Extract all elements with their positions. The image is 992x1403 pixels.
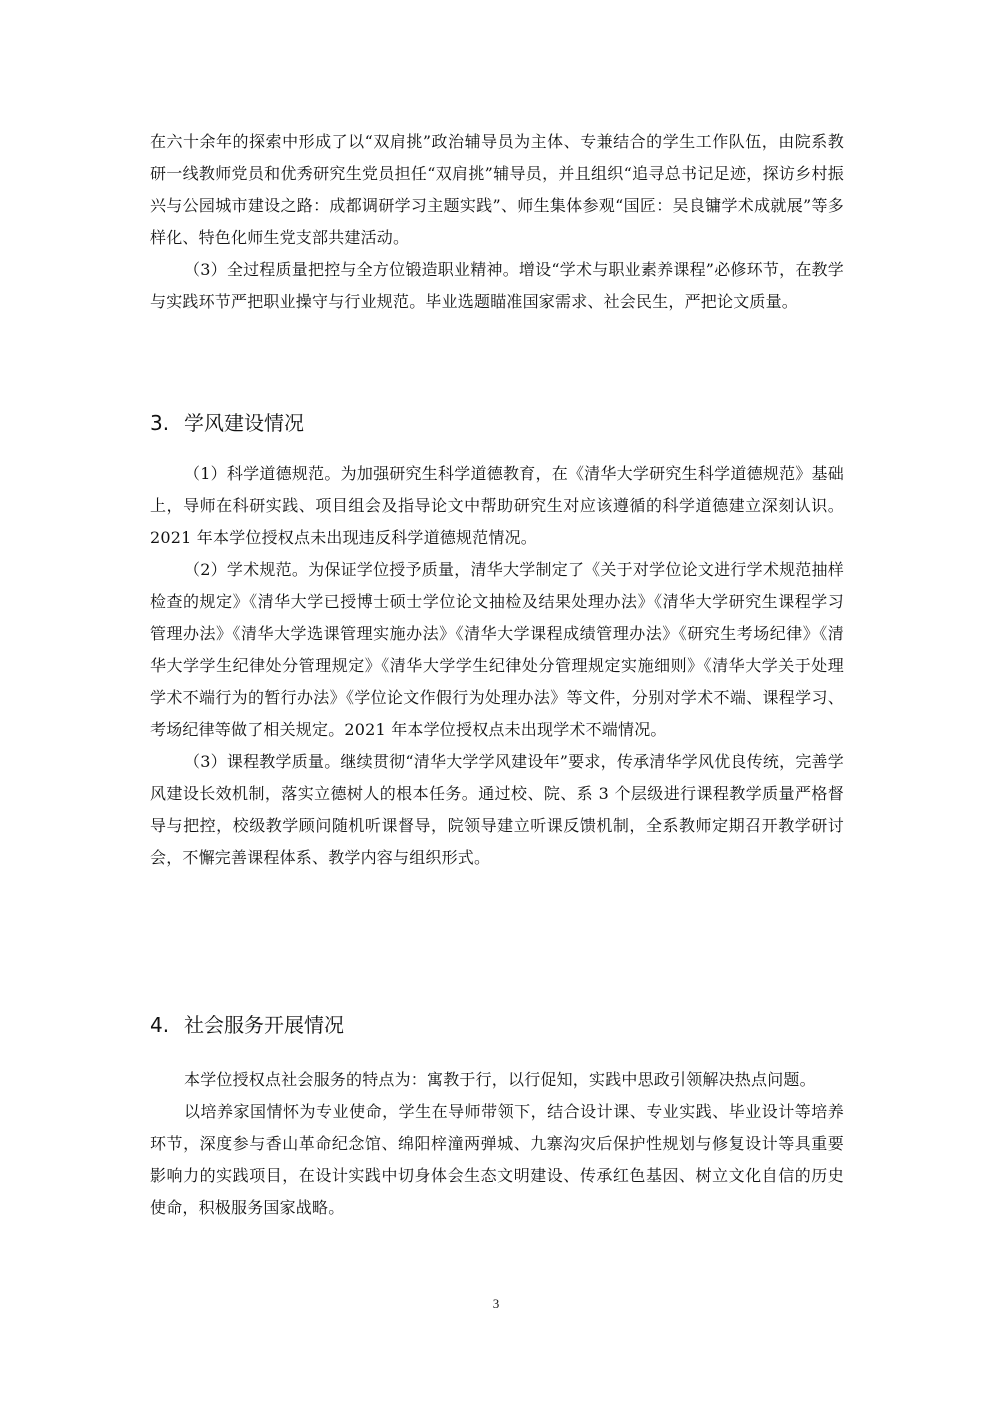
section-3-heading — [150, 408, 304, 438]
paragraph-scientific-ethics: （1）科学道德规范。为加强研究生科学道德教育，在《清华大学研究生科学道德规范》基础上，导师在科研实践、项目组会及指导论文中帮助研究生对应该遵循的科学道德建立深刻认识。2021 年本学位授权点未出现违反科学道德规范情况。 — [150, 464, 844, 547]
section-4-title: 社会服务开展情况 — [184, 1013, 344, 1037]
section2-tail — [150, 126, 844, 318]
section4-body — [150, 1064, 844, 1224]
section-3-title: 学风建设情况 — [184, 411, 304, 435]
paragraph-service-practice: 以培养家国情怀为专业使命，学生在导师带领下，结合设计课、专业实践、毕业设计等培养环节，深度参与香山革命纪念馆、绵阳梓潼两弹城、九寨沟灾后保护性规划与修复设计等具重要影响力的实践项目，在设计实践中切身体会生态文明建设、传承红色基因、树立文化自信的历史使命，积极服务国家战略。 — [150, 1102, 844, 1217]
section3-body — [150, 458, 844, 874]
paragraph-service-features: 本学位授权点社会服务的特点为：寓教于行，以行促知，实践中思政引领解决热点问题。 — [184, 1070, 816, 1089]
page-number: 3 — [492, 1296, 500, 1311]
paragraph-continuation: 在六十余年的探索中形成了以“双肩挑”政治辅导员为主体、专兼结合的学生工作队伍，由院系教研一线教师党员和优秀研究生党员担任“双肩挑”辅导员，并且组织“追寻总书记足迹，探访乡村振兴与公园城市建设之路：成都调研学习主题实践”、师生集体参观“国匠：吴良镛学术成就展”等多样化、特色化师生党支部共建活动。 — [150, 132, 844, 247]
paragraph-teaching-quality: （3）课程教学质量。继续贯彻“清华大学学风建设年”要求，传承清华学风优良传统，完善学风建设长效机制，落实立德树人的根本任务。通过校、院、系 3 个层级进行课程教学质量严格督导与把控，校级教学顾问随机听课督导，院领导建立听课反馈机制，全系教师定期召开教学研讨会，不懈完善课程体系、教学内容与组织形式。 — [150, 752, 844, 867]
paragraph-academic-norms: （2）学术规范。为保证学位授予质量，清华大学制定了《关于对学位论文进行学术规范抽样检查的规定》《清华大学已授博士硕士学位论文抽检及结果处理办法》《清华大学研究生课程学习管理办法》《清华大学选课管理实施办法》《清华大学课程成绩管理办法》《研究生考场纪律》《清华大学学生纪律处分管理规定》《清华大学学生纪律处分管理规定实施细则》《清华大学关于处理学术不端行为的暂行办法》《学位论文作假行为处理办法》等文件，分别对学术不端、课程学习、考场纪律等做了相关规定。2021 年本学位授权点未出现学术不端情况。 — [150, 560, 844, 739]
section-4-heading — [150, 1010, 344, 1040]
section-3-number: 3. — [150, 411, 170, 435]
paragraph-item-3: （3）全过程质量把控与全方位锻造职业精神。增设“学术与职业素养课程”必修环节，在教学与实践环节严把职业操守与行业规范。毕业选题瞄准国家需求、社会民生，严把论文质量。 — [150, 260, 844, 311]
section-4-number: 4. — [150, 1013, 170, 1037]
